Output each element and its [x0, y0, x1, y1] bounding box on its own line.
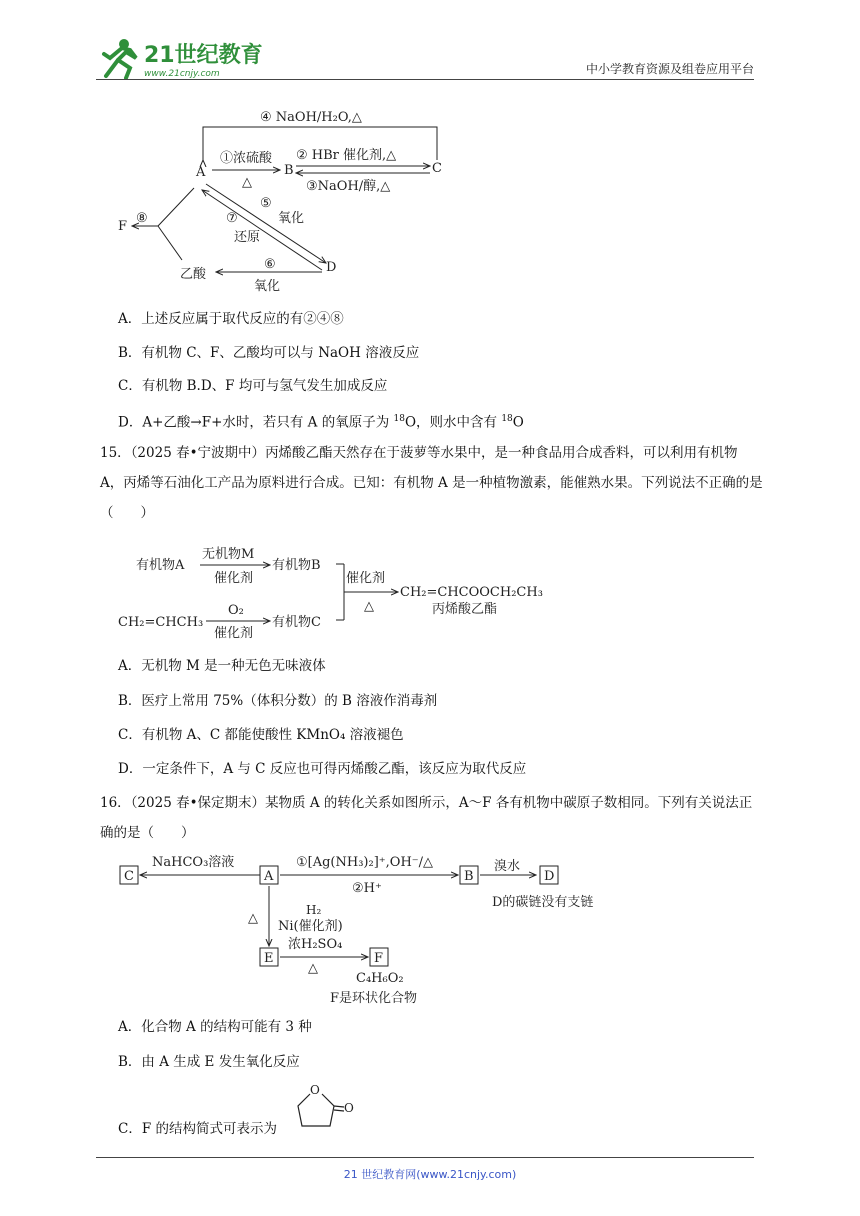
q15-text: 丙烯酸乙酯天然存在于菠萝等水果中，是一种食品用合成香料，可以利用有机物 A，丙烯等石油化工产品为原料进行合成。已知：有机物 A 是一种植物激素，能催熟水果。下列说法不正确的是（ ）	[100, 445, 763, 521]
node-e: E	[264, 951, 274, 966]
question-16	[100, 788, 764, 848]
ni-label: Ni(催化剂)	[278, 919, 343, 934]
oxidation-label: 氧化	[278, 211, 305, 226]
reaction-diagram-1	[110, 100, 450, 300]
q16-number: 16．	[100, 795, 131, 811]
q16-source: （2025 春•保定期末）	[130, 795, 266, 811]
heat-symbol-2: △	[308, 961, 318, 976]
step2-label: ②H⁺	[352, 881, 382, 896]
step6-label: ⑥	[264, 257, 276, 272]
header-divider	[96, 79, 754, 80]
heat-symbol: △	[248, 911, 258, 926]
h2-label: H₂	[306, 903, 322, 917]
node-b: B	[464, 869, 474, 884]
q15-source: （2025 春•宁波期中）	[130, 445, 266, 461]
step3-label: ③NaOH/醇,△	[306, 179, 391, 194]
q16-option-b: B．由 A 生成 E 发生氧化反应	[118, 1054, 300, 1070]
step2-label: ② HBr 催化剂,△	[296, 148, 397, 163]
org-c: 有机物C	[272, 615, 321, 630]
node-c: C	[124, 869, 134, 884]
catalyst-1: 催化剂	[214, 571, 254, 586]
step7-label: ⑦	[226, 211, 238, 226]
step1-label: ①[Ag(NH₃)₂]⁺,OH⁻/△	[296, 855, 434, 870]
reaction-diagram-2	[114, 540, 564, 642]
footer-divider	[96, 1157, 754, 1158]
q14-option-a: A．上述反应属于取代反应的有②④⑧	[118, 311, 344, 327]
node-f: F	[374, 951, 384, 966]
nahco3-label: NaHCO₃溶液	[152, 855, 235, 870]
step4-label: ④ NaOH/H₂O,△	[260, 110, 362, 125]
oxidation-label-2: 氧化	[254, 279, 281, 294]
q15-option-a: A．无机物 M 是一种无色无味液体	[118, 658, 326, 674]
q14-option-d: D．A+乙酸→F+水时，若只有 A 的氧原子为 $^{18}$O，则水中含有 $^{18}$O	[118, 414, 524, 431]
question-15	[100, 438, 764, 528]
q15-option-c: C．有机物 A、C 都能使酸性 KMnO₄ 溶液褪色	[118, 727, 404, 743]
header-platform-text: 中小学教育资源及组卷应用平台	[585, 62, 754, 76]
node-a: A	[196, 165, 206, 180]
q16-text: 某物质 A 的转化关系如图所示，A～F 各有机物中碳原子数相同。下列有关说法正确的是（ ）	[100, 795, 753, 841]
site-logo	[96, 36, 266, 80]
f-formula: C₄H₆O₂	[356, 971, 404, 986]
lactone-ring-structure	[290, 1080, 360, 1136]
q14-option-b: B．有机物 C、F、乙酸均可以与 NaOH 溶液反应	[118, 345, 420, 361]
bromine-label: 溴水	[494, 859, 521, 874]
inorganic-m: 无机物M	[202, 547, 255, 562]
org-a: 有机物A	[136, 558, 185, 573]
h2so4-label: 浓H₂SO₄	[288, 937, 343, 952]
node-d: D	[544, 869, 555, 884]
product-formula: CH₂=CHCOOCH₂CH₃	[400, 585, 543, 600]
node-d: D	[326, 260, 337, 275]
d-note: D的碳链没有支链	[492, 895, 594, 910]
reaction-diagram-3	[116, 852, 616, 1012]
ring-oxygen: O	[310, 1083, 320, 1097]
org-b: 有机物B	[272, 558, 321, 573]
footer-text: 21 世纪教育网(www.21cnjy.com)	[343, 1168, 517, 1181]
step8-label: ⑧	[136, 211, 148, 226]
q14-option-c: C．有机物 B.D、F 均可与氢气发生加成反应	[118, 378, 388, 394]
logo-text: 21世纪教育	[144, 43, 263, 68]
heat-symbol: △	[364, 599, 374, 614]
step5-label: ⑤	[260, 196, 272, 211]
catalyst-3: 催化剂	[214, 626, 254, 641]
q15-number: 15．	[100, 445, 131, 461]
node-c: C	[432, 161, 442, 176]
q16-option-a: A．化合物 A 的结构可能有 3 种	[118, 1019, 312, 1035]
q15-option-b: B．医疗上常用 75%（体积分数）的 B 溶液作消毒剂	[118, 693, 438, 709]
product-name: 丙烯酸乙酯	[432, 602, 498, 617]
logo-url: www.21cnjy.com	[144, 69, 220, 79]
line-acid-f	[158, 226, 182, 260]
propene: CH₂=CHCH₃	[118, 615, 204, 630]
q16-option-c: C．F 的结构简式可表示为	[118, 1121, 277, 1137]
runner-icon	[104, 39, 136, 78]
catalyst-2: 催化剂	[346, 571, 386, 586]
q15-option-d: D．一定条件下，A 与 C 反应也可得丙烯酸乙酯，该反应为取代反应	[118, 761, 527, 777]
carbonyl-oxygen: O	[344, 1101, 354, 1115]
node-acetic-acid: 乙酸	[180, 267, 207, 282]
node-a: A	[264, 869, 274, 884]
line-a-f	[158, 188, 194, 226]
reduction-label: 还原	[234, 230, 261, 245]
step1-label: ①浓硫酸	[220, 151, 273, 166]
f-note: F是环状化合物	[330, 991, 418, 1006]
node-f: F	[118, 219, 128, 234]
step1-delta: △	[242, 175, 252, 190]
node-b: B	[284, 163, 294, 178]
oxygen: O₂	[228, 603, 244, 618]
